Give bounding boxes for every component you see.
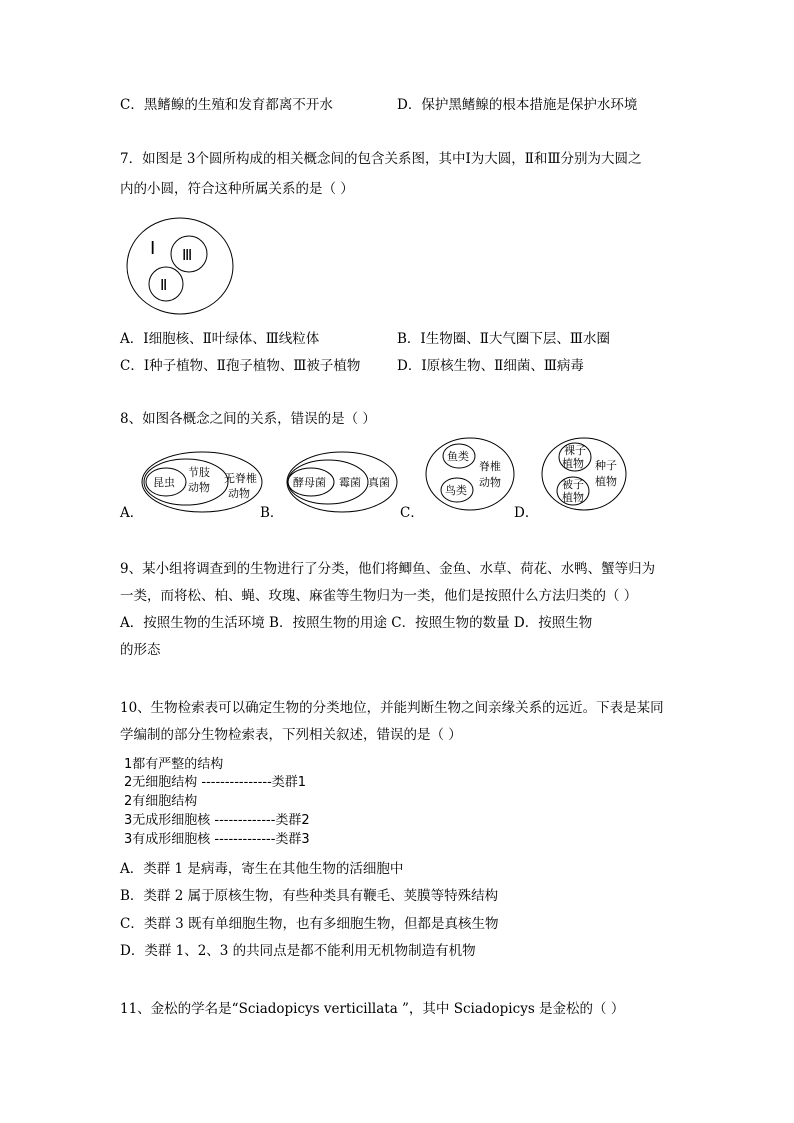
q9-options: A．按照生物的生活环境 B．按照生物的用途 C．按照生物的数量 D．按照生物 (120, 615, 593, 631)
q9-options-cont: 的形态 (120, 642, 161, 658)
q8a-outer-label2: 动物 (228, 487, 250, 500)
q7-venn-figure (122, 216, 242, 320)
q8-letter-a: A． (120, 505, 144, 521)
q10-key-row: 3无成形细胞核 -------------类群2 (124, 813, 310, 828)
q10-option-d: D．类群 1、2、3 的共同点是都不能利用无机物制造有机物 (120, 943, 476, 959)
q7-option-d: D．Ⅰ原核生物、Ⅱ细菌、Ⅲ病毒 (397, 358, 584, 374)
q8-letter-c: C． (400, 505, 424, 521)
q7-option-c: C．Ⅰ种子植物、Ⅱ孢子植物、Ⅲ被子植物 (120, 358, 361, 374)
q8-stem: 8、如图各概念之间的关系，错误的是（ ） (120, 411, 376, 427)
q8-figure-c (422, 436, 522, 516)
q10-option-a: A．类群 1 是病毒，寄生在其他生物的活细胞中 (120, 861, 404, 877)
q7-stem-line2: 内的小圆，符合这种所属关系的是（ ） (120, 181, 354, 197)
q8-letter-d: D． (514, 505, 539, 521)
q8d-outer-label1: 种子 (595, 459, 617, 472)
q7-option-b: B．Ⅰ生物圈、Ⅱ大气圈下层、Ⅲ水圈 (397, 331, 610, 347)
q7-label-small2: Ⅱ (160, 276, 168, 294)
q8a-outer-label1: 无脊椎 (224, 472, 257, 485)
q8d-outer-label2: 植物 (595, 475, 617, 488)
q10-key-row: 1都有严整的结构 (124, 757, 224, 772)
q8a-inner-label: 昆虫 (153, 476, 175, 489)
q8b-middle-label: 霉菌 (339, 476, 361, 489)
q8-letter-b: B． (260, 505, 284, 521)
q8c-outer-label1: 脊椎 (479, 460, 501, 473)
q8d-bottom-label2: 植物 (562, 491, 584, 504)
q10-stem-line1: 10、生物检索表可以确定生物的分类地位，并能判断生物之间亲缘关系的远近。下表是某同 (120, 700, 664, 716)
q7-option-a: A．Ⅰ细胞核、Ⅱ叶绿体、Ⅲ线粒体 (120, 331, 320, 347)
q8a-middle-label1: 节肢 (188, 466, 210, 479)
q8c-top-label: 鱼类 (447, 450, 469, 463)
q9-stem-line1: 9、某小组将调查到的生物进行了分类，他们将鲫鱼、金鱼、水草、荷花、水鸭、蟹等归为 (120, 561, 656, 577)
q8d-top-label2: 植物 (562, 457, 584, 470)
q7-stem-line1: 7．如图是 3个圆所构成的相关概念间的包含关系图，其中Ⅰ为大圆，Ⅱ和Ⅲ分别为大圆之 (120, 151, 642, 167)
q10-key-row: 2无细胞结构 ---------------类群1 (124, 775, 307, 790)
q10-option-b: B．类群 2 属于原核生物，有些种类具有鞭毛、荚膜等特殊结构 (120, 888, 499, 904)
q6-option-c: C．黑鳍鳈的生殖和发育都离不开水 (120, 97, 333, 113)
q8d-top-label1: 裸子 (564, 444, 586, 457)
q7-label-big: Ⅰ (150, 238, 156, 259)
q8c-outer-label2: 动物 (479, 476, 501, 489)
q8b-inner-label: 酵母菌 (293, 476, 326, 489)
q10-option-c: C．类群 3 既有单细胞生物，也有多细胞生物，但都是真核生物 (120, 916, 499, 932)
q8d-bottom-label1: 被子 (562, 478, 584, 491)
q9-stem-line2: 一类，而将松、柏、蝇、玫瑰、麻雀等生物归为一类，他们是按照什么方法归类的（ ） (120, 588, 638, 604)
q7-label-small1: Ⅲ (182, 246, 193, 264)
q8-figure-a (138, 448, 264, 518)
q10-key-row: 3有成形细胞核 -------------类群3 (124, 832, 310, 847)
q10-key-row: 2有细胞结构 (124, 794, 198, 809)
q8-figure-d (538, 436, 634, 516)
q8c-bottom-label: 鸟类 (445, 484, 467, 497)
q6-option-d: D．保护黑鳍鳈的根本措施是保护水环境 (397, 97, 638, 113)
q8a-middle-label2: 动物 (188, 481, 210, 494)
q8b-outer-label: 真菌 (368, 476, 390, 489)
q10-stem-line2: 学编制的部分生物检索表，下列相关叙述，错误的是（ ） (120, 727, 462, 743)
q11-stem: 11、金松的学名是“Sciadopicys verticillata ”，其中 Sciadopicys 是金松的（ ） (120, 1001, 625, 1017)
q8-figure-b (284, 448, 404, 518)
